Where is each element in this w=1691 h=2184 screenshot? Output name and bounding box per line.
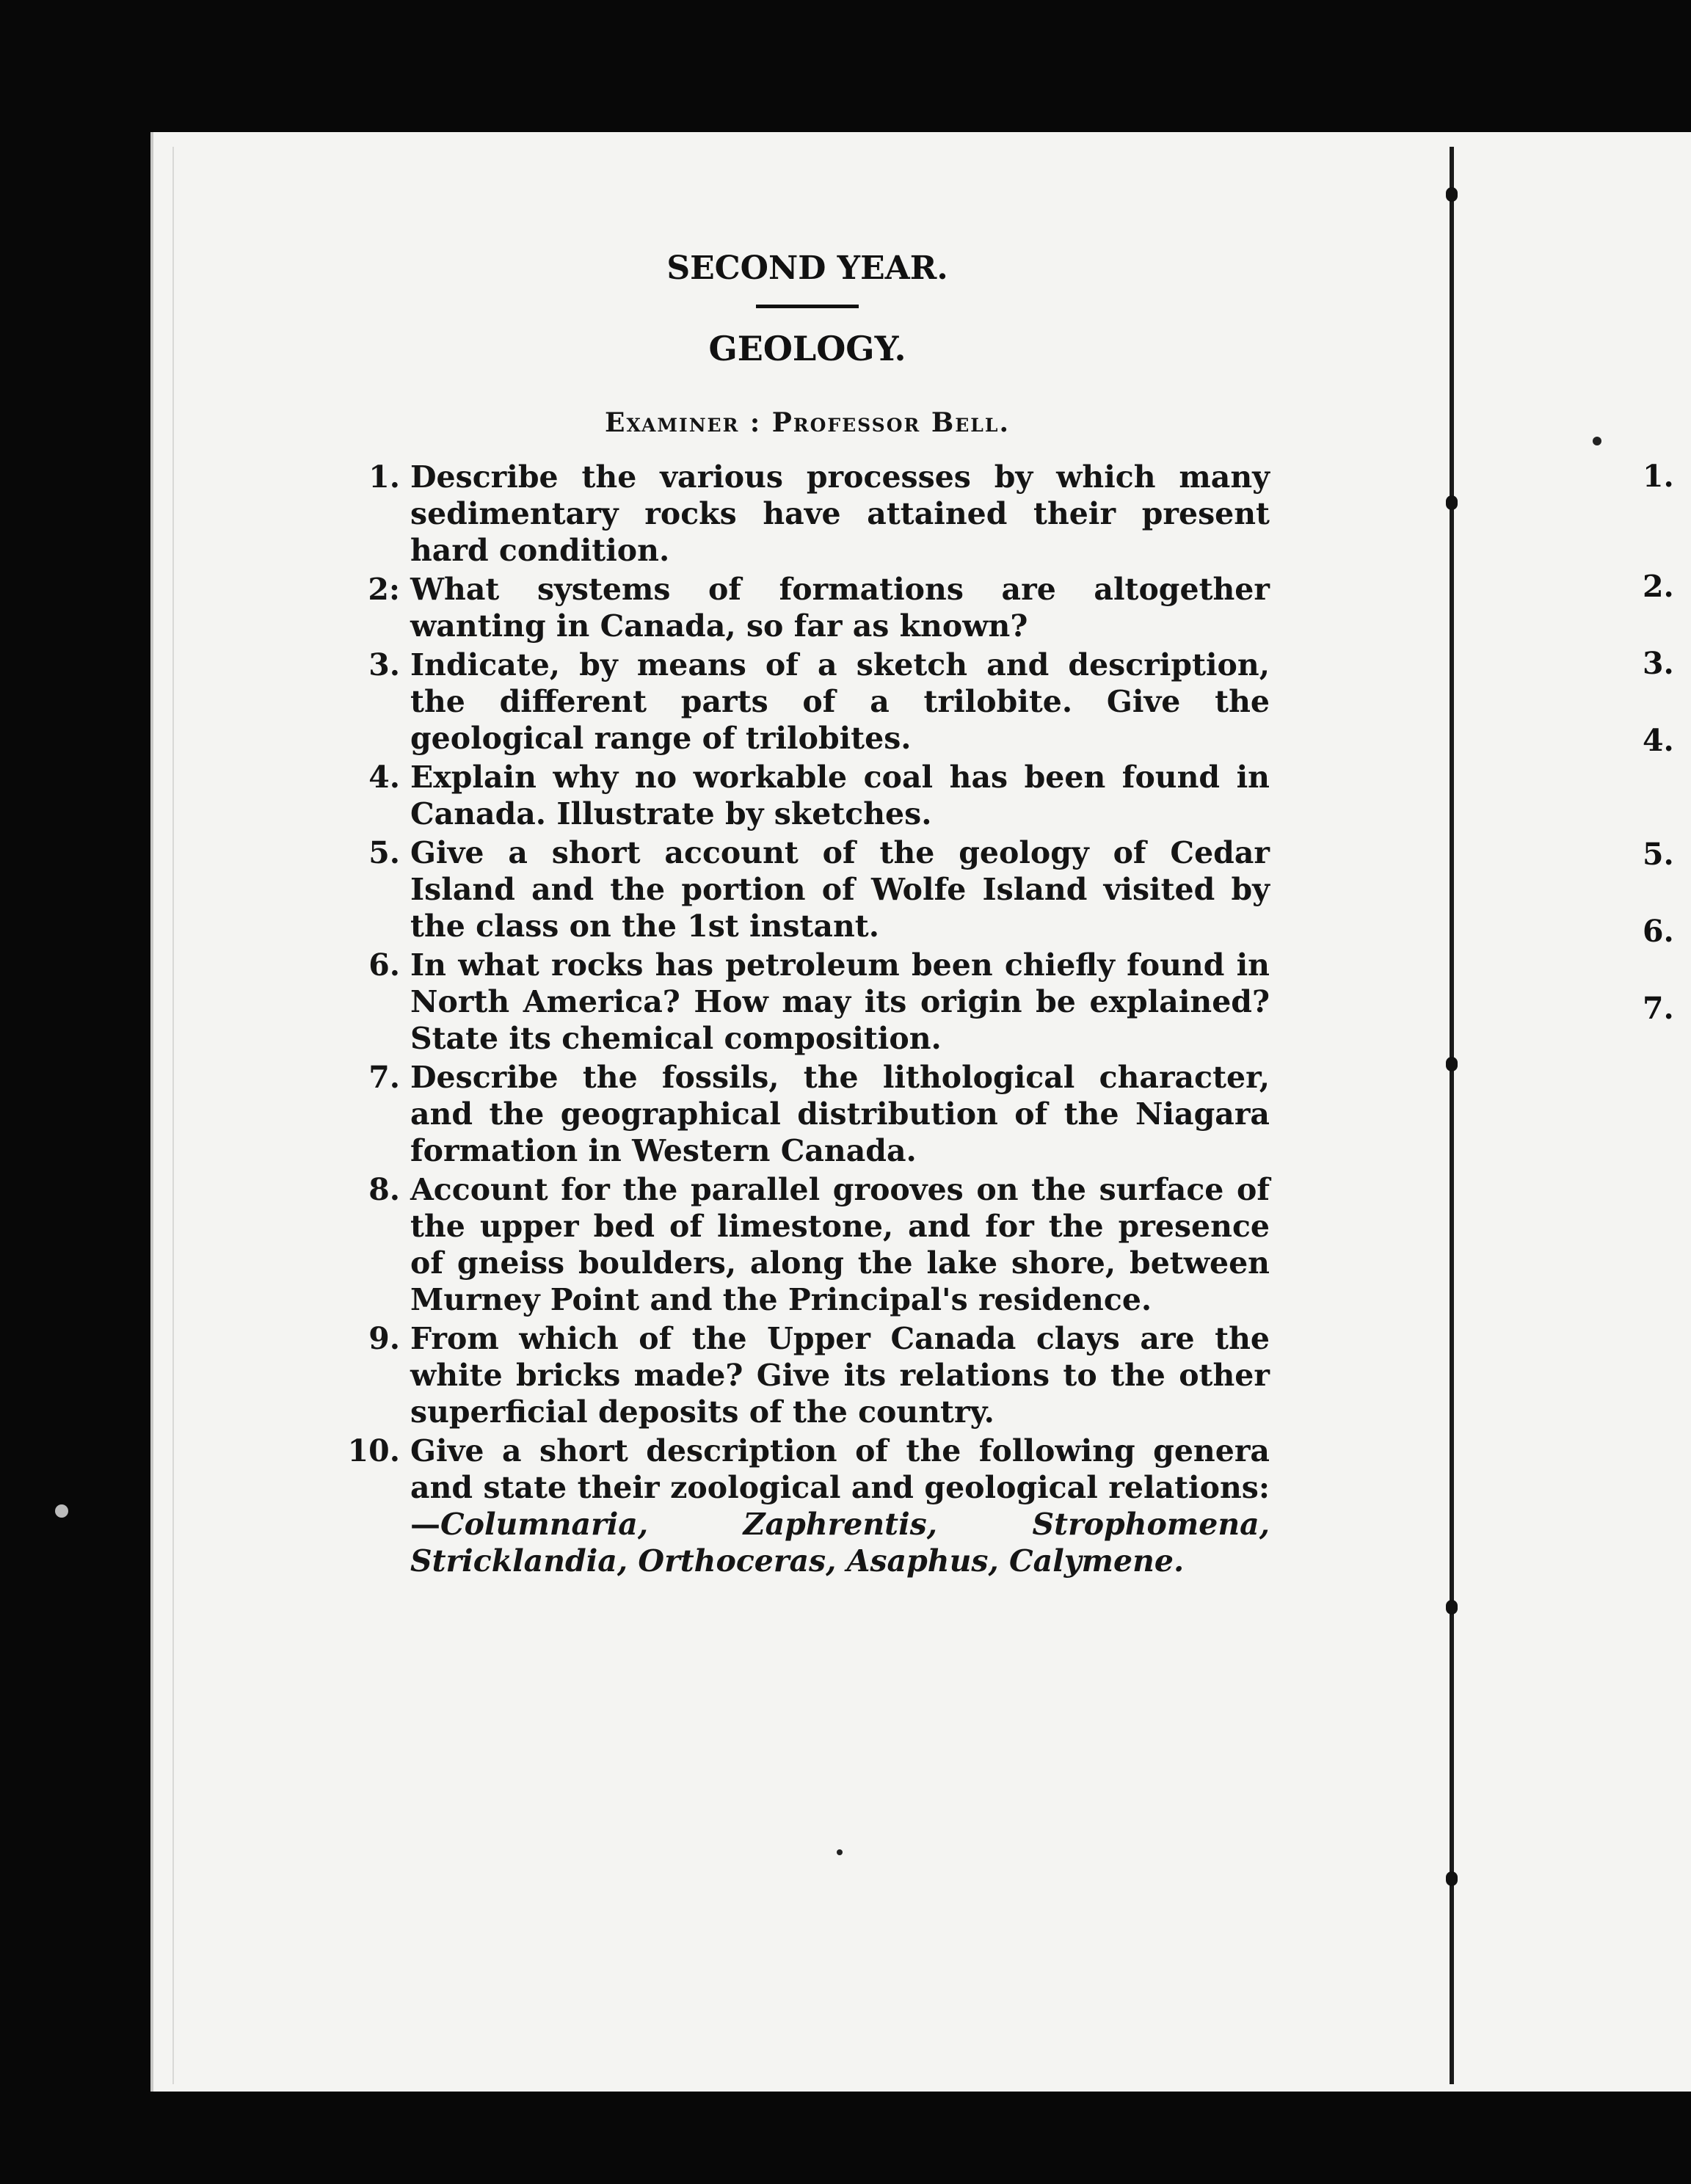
question-item [345, 647, 1270, 757]
binding-stitch [1446, 1057, 1458, 1071]
question-text: Describe the fossils, the lithological character, and the geographical distribution of the Niagara formation in Western Canada. [410, 1060, 1270, 1168]
question-number: 7. [368, 1060, 400, 1095]
question-item [345, 759, 1270, 832]
question-number: 10. [347, 1433, 400, 1468]
question-text: In what rocks has petroleum been chiefly found in North America? How may its origin be explained? State its chemical composition. [410, 947, 1270, 1056]
question-number: 1. [368, 459, 400, 495]
question-number: 3. [368, 647, 400, 682]
question-item [345, 947, 1270, 1057]
right-page-number: 2. [1643, 569, 1674, 604]
question-text: Explain why no workable coal has been found in Canada. Illustrate by sketches. [410, 760, 1270, 831]
question-item [345, 1171, 1270, 1318]
right-page-number: 4. [1643, 723, 1674, 758]
question-text: Describe the various processes by which many sedimentary rocks have attained their present hard condition. [410, 459, 1270, 568]
right-page [1457, 132, 1691, 2092]
binding-stitch [1446, 495, 1458, 510]
question-text [410, 1433, 1270, 1579]
speck [55, 1504, 68, 1518]
binding-stitch [1446, 1600, 1458, 1615]
question-text: From which of the Upper Canada clays are the white bricks made? Give its relations to the other superficial deposits of the country. [410, 1321, 1270, 1430]
question-item [345, 1433, 1270, 1579]
question-number: 2: [368, 572, 400, 607]
genera-list: Columnaria, Zaphrentis, Strophomena, Stricklandia, Orthoceras, Asaphus, Calymene. [410, 1507, 1270, 1579]
question-item [345, 834, 1270, 944]
examiner-line: Examiner : Professor Bell. [605, 407, 1010, 438]
question-text: What systems of formations are altogether wanting in Canada, so far as known? [410, 572, 1270, 644]
question-item [345, 459, 1270, 569]
question-text: Account for the parallel grooves on the surface of the upper bed of limestone, and for the presence of gneiss boulders, along the lake shore, between Murney Point and the Principal's residence. [410, 1172, 1270, 1317]
heading-rule [756, 305, 859, 308]
question-text: Indicate, by means of a sketch and description, the different parts of a trilobite. Give the geological range of trilobites. [410, 647, 1270, 756]
speck [1593, 437, 1601, 445]
question-list [345, 459, 1270, 1581]
right-page-number: 6. [1643, 914, 1674, 949]
right-page-number: 1. [1643, 459, 1674, 494]
binding-stitch [1446, 187, 1458, 202]
question-item [345, 1059, 1270, 1169]
binding-fold [1450, 147, 1454, 2084]
right-page-number: 7. [1643, 991, 1674, 1026]
right-page-number: 3. [1643, 646, 1674, 681]
binding-stitch [1446, 1871, 1458, 1886]
subject-title: GEOLOGY. [708, 329, 906, 368]
speck [837, 1849, 843, 1855]
question-number: 5. [368, 835, 400, 870]
question-number: 9. [368, 1321, 400, 1356]
right-page-number: 5. [1643, 837, 1674, 872]
question-text: Give a short account of the geology of Cedar Island and the portion of Wolfe Island visited by the class on the 1st instant. [410, 835, 1270, 944]
question-item [345, 1320, 1270, 1430]
question-number: 8. [368, 1172, 400, 1207]
page-heading: SECOND YEAR. [666, 250, 948, 287]
question-item [345, 571, 1270, 644]
question-number: 4. [368, 760, 400, 795]
question-text-main: Give a short description of the following genera and state their zoological and geological relations:— [410, 1433, 1270, 1542]
question-number: 6. [368, 947, 400, 983]
